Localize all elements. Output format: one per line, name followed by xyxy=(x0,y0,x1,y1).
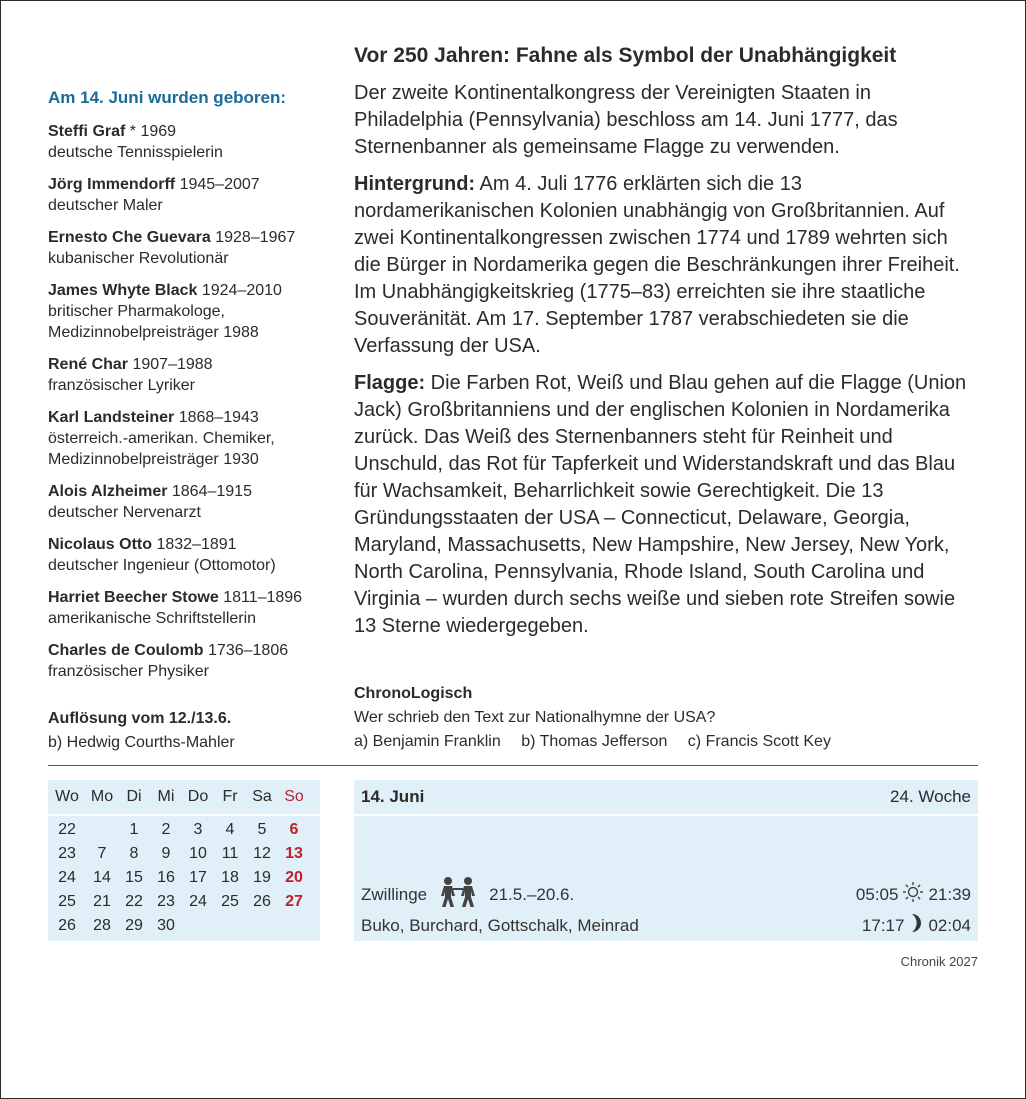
week-number: 25 xyxy=(58,893,76,910)
footer-label: Chronik 2027 xyxy=(900,954,978,969)
calendar-day: 15 xyxy=(125,869,143,886)
person-dates: 1928–1967 xyxy=(210,229,296,246)
calendar-day xyxy=(214,914,246,938)
calendar-day: 22 xyxy=(125,893,143,910)
birthday-entry xyxy=(48,227,338,269)
day-week: 24. Woche xyxy=(890,787,971,806)
moonset-time: 02:04 xyxy=(928,915,971,935)
sun-icon xyxy=(902,881,924,908)
chrono-option-c: c) Francis Scott Key xyxy=(687,733,831,750)
calendar-day: 18 xyxy=(221,869,239,886)
calendar-day: 29 xyxy=(125,917,143,934)
moon-times xyxy=(862,912,971,939)
calendar-week-row xyxy=(48,890,320,914)
flag-text: Die Farben Rot, Weiß und Blau gehen auf die Flagge (Union Jack) Großbritanniens und der englischen Kolonien in Nordamerika zurück. Das Weiß des Sternenbanners steht für Reinheit und Unschuld, das Rot für Tapferkeit und Widerstandskraft und das Blau für Wachsamkeit, Beharrlichkeit sowie Gerechtigkeit. Die 13 Gründungsstaaten der USA – Connecticut, Delaware, Georgia, Maryland, Massachusetts, New Hampshire, New Jersey, New York, North Carolina, Pennsylvania, Rhode Island, South Carolina und Virginia – wurden durch sechs weiße und sieben rote Streifen sowie 13 Sterne wiedergegeben. xyxy=(354,372,967,637)
names-row xyxy=(361,912,971,939)
chrono-option-b: b) Thomas Jefferson xyxy=(521,733,668,750)
day-header xyxy=(354,780,978,816)
person-description: kubanischer Revolutionär xyxy=(48,250,229,267)
weekday-header: Sa xyxy=(252,788,272,805)
calendar-day xyxy=(86,818,118,842)
person-dates: * 1969 xyxy=(125,123,177,140)
weekday-header: Mi xyxy=(157,788,175,805)
zodiac-name: Zwillinge xyxy=(361,884,428,904)
person-dates: 1736–1806 xyxy=(203,642,289,659)
calendar-day: 7 xyxy=(97,845,107,862)
calendar-day: 1 xyxy=(129,821,139,838)
moonrise-time: 17:17 xyxy=(861,915,905,935)
person-description: amerikanische Schriftstellerin xyxy=(48,610,257,627)
birthdays-list xyxy=(48,121,338,682)
calendar-day xyxy=(182,914,214,938)
calendar-day: 10 xyxy=(189,845,207,862)
article xyxy=(354,42,978,650)
person-description: deutsche Tennisspielerin xyxy=(48,144,223,161)
birthday-entry xyxy=(48,354,338,396)
birthday-entry xyxy=(48,121,338,163)
calendar-header-row xyxy=(48,780,320,816)
calendar-day: 25 xyxy=(221,893,239,910)
day-panel xyxy=(354,780,978,941)
calendar-day: 9 xyxy=(161,845,171,862)
calendar-week-row xyxy=(48,818,320,842)
birthday-entry xyxy=(48,407,338,470)
person-description: französischer Lyriker xyxy=(48,377,196,394)
chrono-question: Wer schrieb den Text zur Nationalhymne der USA? xyxy=(354,709,716,726)
calendar-day: 4 xyxy=(225,821,235,838)
week-number: 22 xyxy=(58,821,76,838)
day-date: 14. Juni xyxy=(361,787,425,806)
person-description: deutscher Ingenieur (Ottomotor) xyxy=(48,557,276,574)
person-name: Steffi Graf xyxy=(48,123,126,140)
article-background xyxy=(354,171,978,360)
calendar-day: 16 xyxy=(157,869,175,886)
person-description: Medizinnobelpreisträger 1988 xyxy=(48,324,259,341)
gemini-twins-icon xyxy=(435,876,481,913)
person-name: Alois Alzheimer xyxy=(48,483,168,500)
person-dates: 1864–1915 xyxy=(167,483,252,500)
calendar-day: 8 xyxy=(129,845,139,862)
week-column-header: Wo xyxy=(55,788,79,805)
calendar-day: 13 xyxy=(285,845,303,862)
person-description: deutscher Maler xyxy=(48,197,163,214)
quiz-solution xyxy=(48,707,338,755)
calendar-week-row xyxy=(48,842,320,866)
calendar-day: 2 xyxy=(161,821,171,838)
sun-times xyxy=(856,881,971,908)
crescent-moon-icon xyxy=(908,912,924,939)
week-number: 24 xyxy=(58,869,76,886)
background-text: Am 4. Juli 1776 erklärten sich die 13 nordamerikanischen Kolonien unabhängig von Großbritannien. Auf zwei Kontinentalkongressen zwischen 1774 und 1789 wehrten sich die Bürger in Nordamerika gegen die Beschränkungen ihrer Freiheit. Im Unabhängigkeitskrieg (1775–83) erreichten sie ihre staatliche Souveränität. Am 17. September 1787 verabschiedeten sie die Verfassung der USA. xyxy=(354,173,960,357)
person-description: Medizinnobelpreisträger 1930 xyxy=(48,451,259,468)
person-name: Ernesto Che Guevara xyxy=(48,229,211,246)
person-description: deutscher Nervenarzt xyxy=(48,504,201,521)
person-description: französischer Physiker xyxy=(48,663,209,680)
birthday-entry xyxy=(48,534,338,576)
person-dates: 1832–1891 xyxy=(152,536,237,553)
calendar-day: 12 xyxy=(253,845,271,862)
birthday-entry xyxy=(48,587,338,629)
background-label: Hintergrund: xyxy=(354,173,476,195)
calendar-day: 20 xyxy=(285,869,303,886)
zodiac-range: 21.5.–20.6. xyxy=(489,884,575,904)
birthday-entry xyxy=(48,174,338,216)
calendar-week-row xyxy=(48,866,320,890)
weekday-header: Do xyxy=(187,788,209,805)
calendar-day: 24 xyxy=(189,893,207,910)
calendar-day: 26 xyxy=(253,893,271,910)
person-name: Nicolaus Otto xyxy=(48,536,153,553)
person-description: österreich.-amerikan. Chemiker, xyxy=(48,430,275,447)
person-name: Charles de Coulomb xyxy=(48,642,204,659)
person-dates: 1945–2007 xyxy=(175,176,260,193)
article-intro: Der zweite Kontinentalkongress der Vereinigten Staaten in Philadelphia (Pennsylvania) beschloss am 14. Juni 1777, das Sternenbanner als gemeinsame Flagge zu verwenden. xyxy=(354,82,898,158)
person-dates: 1924–2010 xyxy=(197,282,282,299)
chrono-options xyxy=(354,730,978,754)
weekday-header: Mo xyxy=(90,788,114,805)
calendar-day: 23 xyxy=(157,893,175,910)
calendar-day: 11 xyxy=(221,845,239,862)
week-number: 23 xyxy=(58,845,76,862)
calendar-day xyxy=(278,914,310,938)
calendar-day: 5 xyxy=(257,821,267,838)
chrono-quiz xyxy=(354,682,978,754)
calendar-day: 14 xyxy=(93,869,111,886)
calendar-week-row xyxy=(48,914,320,938)
solution-answer: b) Hedwig Courths-Mahler xyxy=(48,734,235,751)
calendar-day xyxy=(246,914,278,938)
calendar-day: 30 xyxy=(157,917,175,934)
person-name: Jörg Immendorff xyxy=(48,176,176,193)
calendar-day: 17 xyxy=(189,869,207,886)
weekday-header: Fr xyxy=(222,788,238,805)
chrono-option-a: a) Benjamin Franklin xyxy=(354,733,501,750)
person-dates: 1811–1896 xyxy=(218,589,303,606)
person-dates: 1868–1943 xyxy=(174,409,259,426)
birthdays-section xyxy=(48,88,338,693)
flag-label: Flagge: xyxy=(354,372,426,394)
week-number: 26 xyxy=(58,917,76,934)
calendar-day: 21 xyxy=(93,893,111,910)
birthday-entry xyxy=(48,280,338,343)
person-dates: 1907–1988 xyxy=(128,356,213,373)
weekday-header: Di xyxy=(126,788,142,805)
person-name: Karl Landsteiner xyxy=(48,409,175,426)
article-flag xyxy=(354,370,978,640)
person-name: James Whyte Black xyxy=(48,282,198,299)
chrono-title: ChronoLogisch xyxy=(354,685,473,702)
zodiac-row xyxy=(361,876,971,913)
person-description: britischer Pharmakologe, xyxy=(48,303,225,320)
birthdays-title: Am 14. Juni wurden geboren: xyxy=(48,88,287,107)
article-title: Vor 250 Jahren: Fahne als Symbol der Unabhängigkeit xyxy=(354,44,897,67)
sunset-time: 21:39 xyxy=(928,884,971,904)
person-name: Harriet Beecher Stowe xyxy=(48,589,219,606)
calendar-day: 27 xyxy=(285,893,303,910)
calendar-day: 28 xyxy=(93,917,111,934)
calendar-day: 3 xyxy=(193,821,203,838)
birthday-entry xyxy=(48,640,338,682)
month-calendar xyxy=(48,780,320,941)
person-name: René Char xyxy=(48,356,129,373)
solution-title: Auflösung vom 12./13.6. xyxy=(48,710,232,727)
weekday-header: So xyxy=(284,788,304,805)
calendar-day: 19 xyxy=(253,869,271,886)
divider xyxy=(48,765,978,766)
birthday-entry xyxy=(48,481,338,523)
sunrise-time: 05:05 xyxy=(855,884,899,904)
calendar-day: 6 xyxy=(289,821,299,838)
name-days: Buko, Burchard, Gottschalk, Meinrad xyxy=(361,915,639,935)
